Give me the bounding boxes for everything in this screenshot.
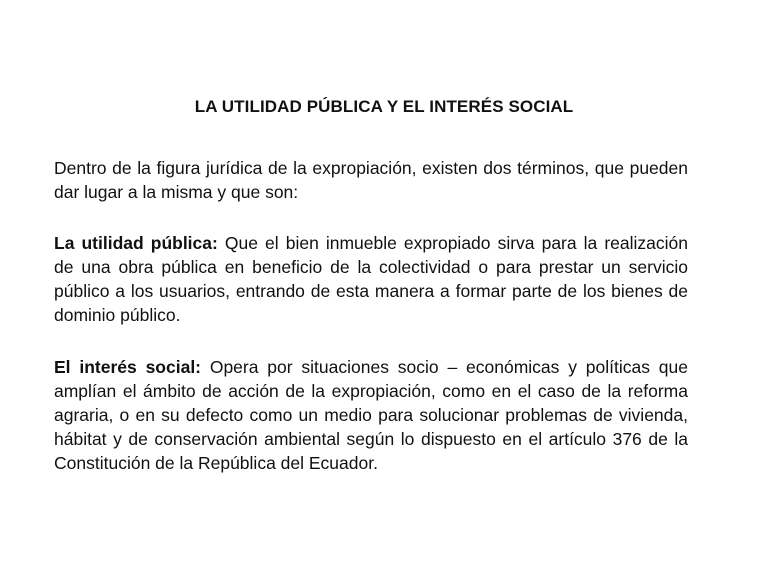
- interes-social-paragraph: [54, 355, 688, 475]
- intro-paragraph: Dentro de la figura jurídica de la expropiación, existen dos términos, que pueden dar lugar a la misma y que son:: [54, 158, 688, 202]
- interes-social-text: Opera por situaciones socio – económicas y políticas que amplían el ámbito de acción de la expropiación, como en el caso de la reforma agraria, o en su defecto como un medio para solucionar problemas de vivienda, hábitat y de conservación ambiental según lo dispuesto en el artículo 376 de la Constitución de la República del Ecuador.: [54, 357, 688, 473]
- utilidad-publica-term: La utilidad pública:: [54, 233, 218, 253]
- utilidad-publica-text: Que el bien inmueble expropiado sirva para la realización de una obra pública en beneficio de la colectividad o para prestar un servicio público a los usuarios, entrando de esta manera a formar parte de los bienes de dominio público.: [54, 233, 688, 325]
- utilidad-publica-paragraph: [54, 231, 688, 327]
- interes-social-term: El interés social:: [54, 357, 202, 377]
- page-title: LA UTILIDAD PÚBLICA Y EL INTERÉS SOCIAL: [194, 97, 574, 116]
